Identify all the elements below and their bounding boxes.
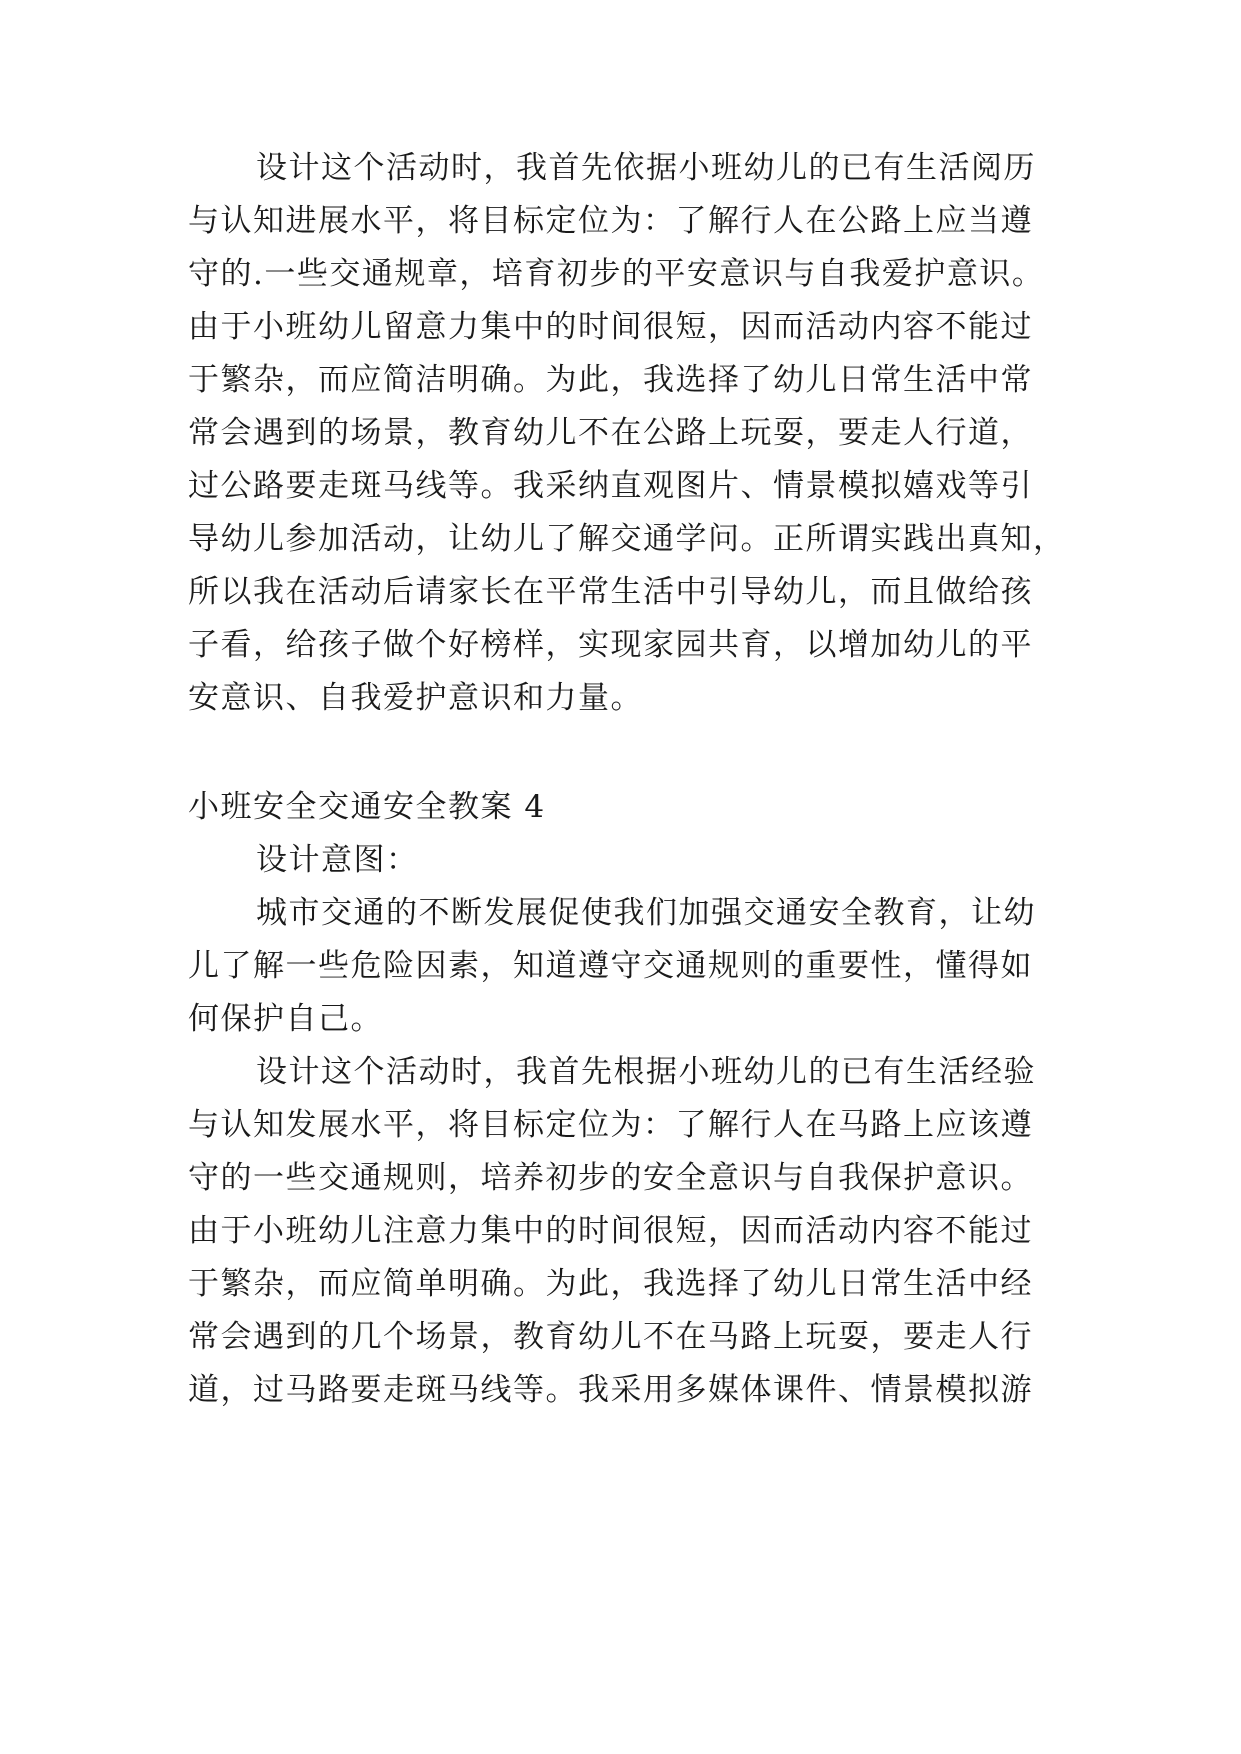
- text-line: 于繁杂，而应简单明确。为此，我选择了幼儿日常生活中经: [188, 1266, 1033, 1302]
- subtitle: 设计意图：: [256, 842, 419, 878]
- text-line: 何保护自己。: [188, 1001, 383, 1037]
- text-line: 安意识、自我爱护意识和力量。: [188, 680, 643, 716]
- text-line: 子看，给孩子做个好榜样，实现家园共育，以增加幼儿的平: [188, 627, 1033, 663]
- text-line: 由于小班幼儿注意力集中的时间很短，因而活动内容不能过: [188, 1213, 1033, 1249]
- text-line: 城市交通的不断发展促使我们加强交通安全教育，让幼: [256, 895, 1036, 931]
- text-line: 与认知发展水平，将目标定位为：了解行人在马路上应该遵: [188, 1107, 1033, 1143]
- text-line: 常会遇到的场景，教育幼儿不在公路上玩耍，要走人行道，: [188, 415, 1033, 451]
- text-line: 道，过马路要走斑马线等。我采用多媒体课件、情景模拟游: [188, 1372, 1033, 1408]
- text-line: 过公路要走斑马线等。我采纳直观图片、情景模拟嬉戏等引: [188, 468, 1033, 504]
- text-line: 所以我在活动后请家长在平常生活中引导幼儿，而且做给孩: [188, 574, 1033, 610]
- text-line: 于繁杂，而应简洁明确。为此，我选择了幼儿日常生活中常: [188, 362, 1033, 398]
- text-line: 与认知进展水平，将目标定位为：了解行人在公路上应当遵: [188, 203, 1033, 239]
- text-line: 守的一些交通规则，培养初步的安全意识与自我保护意识。: [188, 1160, 1033, 1196]
- text-line: 设计这个活动时，我首先依据小班幼儿的已有生活阅历: [256, 150, 1036, 186]
- text-line: 设计这个活动时，我首先根据小班幼儿的已有生活经验: [256, 1054, 1036, 1090]
- text-line: 常会遇到的几个场景，教育幼儿不在马路上玩耍，要走人行: [188, 1319, 1033, 1355]
- text-line: 守的.一些交通规章，培育初步的平安意识与自我爱护意识。: [188, 256, 1045, 292]
- text-line: 由于小班幼儿留意力集中的时间很短，因而活动内容不能过: [188, 309, 1033, 345]
- section-title: 小班安全交通安全教案 4: [188, 789, 546, 825]
- text-line: 儿了解一些危险因素，知道遵守交通规则的重要性，懂得如: [188, 948, 1033, 984]
- text-line: 导幼儿参加活动，让幼儿了解交通学问。正所谓实践出真知，: [188, 521, 1066, 557]
